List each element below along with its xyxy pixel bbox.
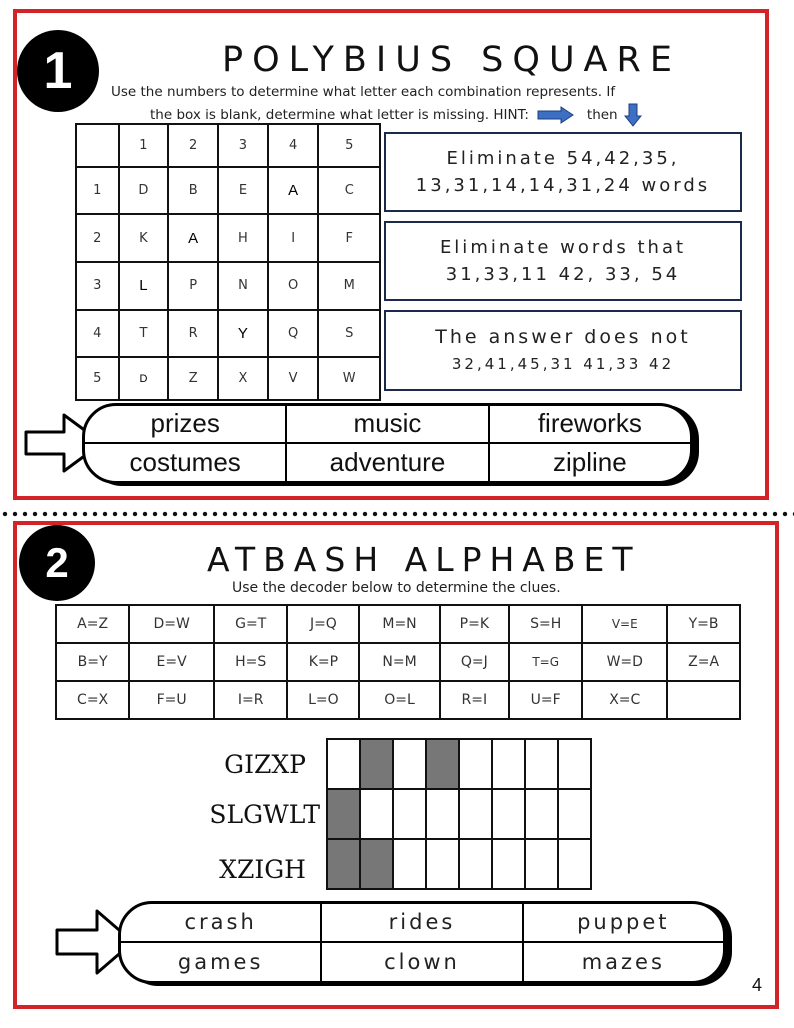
- polybius-grid: [75, 123, 381, 401]
- grid-cell: [76, 124, 119, 167]
- shaded-box: [327, 839, 360, 889]
- word-bank-item: games: [177, 949, 264, 974]
- decoder-cell: K=P: [287, 643, 359, 681]
- grid-cell: P: [168, 262, 218, 310]
- decoder-cell: O=L: [359, 681, 439, 719]
- page-title: POLYBIUS SQUARE: [222, 40, 681, 80]
- grid-cell: 4: [268, 124, 319, 167]
- decoder-cell: M=N: [359, 605, 439, 643]
- word-bank-row: [85, 444, 690, 482]
- grid-cell: Z: [168, 357, 218, 400]
- answer-box[interactable]: [525, 839, 558, 889]
- word-bank: [82, 403, 693, 484]
- decoder-cell: B=Y: [56, 643, 129, 681]
- grid-row: [76, 310, 380, 358]
- encoded-word: XZIGH: [219, 855, 306, 884]
- grid-cell: 4: [76, 310, 119, 358]
- grid-cell: 1: [76, 167, 119, 215]
- answer-box[interactable]: [459, 839, 492, 889]
- answer-box[interactable]: [393, 739, 426, 789]
- grid-cell: 1: [119, 124, 169, 167]
- word-bank-item: music: [285, 406, 487, 444]
- word-bank-item: mazes: [522, 943, 723, 982]
- decoder-cell: S=H: [509, 605, 582, 643]
- decoder-cell: C=X: [56, 681, 129, 719]
- decoder-cell: P=K: [440, 605, 509, 643]
- grid-cell: N: [218, 262, 268, 310]
- section-title: ATBASH ALPHABET: [207, 540, 641, 579]
- answer-row: [327, 839, 591, 889]
- section-number: 2: [45, 539, 69, 586]
- grid-cell: X: [218, 357, 268, 400]
- grid-cell: 3: [218, 124, 268, 167]
- decoder-cell: T=G: [509, 643, 582, 681]
- word-bank-row: [85, 406, 690, 444]
- decoder-cell: H=S: [214, 643, 287, 681]
- shaded-box: [360, 839, 393, 889]
- answer-box[interactable]: [459, 739, 492, 789]
- shaded-box: [360, 739, 393, 789]
- decoder-row: [56, 643, 740, 681]
- word-bank-item: costumes: [129, 446, 241, 477]
- word-bank-item: puppet: [522, 904, 723, 943]
- word-bank-item: adventure: [285, 444, 487, 482]
- answer-box[interactable]: [492, 839, 525, 889]
- grid-cell: E: [218, 167, 268, 215]
- answer-box[interactable]: [492, 789, 525, 839]
- decoder-cell: A=Z: [56, 605, 129, 643]
- decoder-cell: F=U: [129, 681, 214, 719]
- decoder-cell: G=T: [214, 605, 287, 643]
- word-bank-item: fireworks: [488, 406, 690, 444]
- decoder-cell: J=Q: [287, 605, 359, 643]
- answer-box[interactable]: [492, 739, 525, 789]
- answer-box[interactable]: [558, 789, 591, 839]
- answer-box[interactable]: [459, 789, 492, 839]
- grid-cell: 3: [76, 262, 119, 310]
- decoder-instructions: Use the decoder below to determine the clues.: [232, 580, 561, 596]
- decoder-cell: Y=B: [667, 605, 740, 643]
- grid-row: [76, 357, 380, 400]
- grid-cell: 2: [76, 214, 119, 262]
- clue-box: [384, 132, 742, 212]
- decoder-cell: D=W: [129, 605, 214, 643]
- grid-cell: B: [168, 167, 218, 215]
- answer-row: [327, 739, 591, 789]
- decoder-row: [56, 605, 740, 643]
- section-number-badge: [19, 525, 95, 601]
- answer-box[interactable]: [393, 839, 426, 889]
- clue-box: [384, 310, 742, 391]
- page-number: 4: [752, 975, 763, 995]
- grid-cell: O: [268, 262, 319, 310]
- decoder-cell: Z=A: [667, 643, 740, 681]
- decoder-cell: W=D: [582, 643, 667, 681]
- answer-grid: [326, 738, 592, 890]
- grid-cell: W: [318, 357, 380, 400]
- answer-box[interactable]: [360, 789, 393, 839]
- grid-cell: M: [318, 262, 380, 310]
- word-bank-item: clown: [320, 943, 521, 982]
- decoder-cell: X=C: [582, 681, 667, 719]
- atbash-decoder: [55, 604, 741, 720]
- hint-text: the box is blank, determine what letter is missing. HINT:: [150, 106, 529, 123]
- clue-line: 31,33,11 42, 33, 54: [445, 264, 681, 285]
- clue-line: Eliminate words that: [439, 237, 687, 258]
- word-bank-row: [121, 943, 723, 982]
- word-bank-item: crash: [121, 904, 320, 943]
- decoder-cell: [667, 681, 740, 719]
- answer-box[interactable]: [525, 789, 558, 839]
- word-bank-item: prizes: [85, 406, 285, 444]
- decoder-row: [56, 681, 740, 719]
- decoder-cell: N=M: [359, 643, 439, 681]
- grid-cell: 5: [76, 357, 119, 400]
- grid-cell-filled: A: [168, 214, 218, 262]
- grid-row: [76, 214, 380, 262]
- grid-cell-filled: D: [119, 357, 169, 400]
- instructions-line-1: Use the numbers to determine what letter each combination represents. If: [111, 84, 616, 100]
- clue-line: 32,41,45,31 41,33 42: [451, 354, 675, 373]
- clue-line: Eliminate 54,42,35,: [446, 148, 680, 169]
- grid-cell: 2: [168, 124, 218, 167]
- decoder-cell: U=F: [509, 681, 582, 719]
- grid-cell: D: [119, 167, 169, 215]
- answer-box[interactable]: [426, 839, 459, 889]
- decoder-cell: L=O: [287, 681, 359, 719]
- decoder-cell: Q=J: [440, 643, 509, 681]
- answer-row: [327, 789, 591, 839]
- word-bank-item: rides: [320, 904, 521, 943]
- clue-line: 13,31,14,14,31,24 words: [415, 175, 711, 196]
- clue-box: [384, 221, 742, 301]
- word-bank: [118, 901, 726, 984]
- answer-box[interactable]: [558, 739, 591, 789]
- decoder-cell: R=I: [440, 681, 509, 719]
- shaded-box: [426, 739, 459, 789]
- grid-cell: C: [318, 167, 380, 215]
- grid-row: [76, 262, 380, 310]
- section-divider: [0, 511, 794, 517]
- grid-row: [76, 167, 380, 215]
- shaded-box: [327, 789, 360, 839]
- grid-cell: F: [318, 214, 380, 262]
- grid-cell: 5: [318, 124, 380, 167]
- section-number: 1: [43, 42, 73, 100]
- encoded-word: GIZXP: [224, 750, 306, 779]
- grid-cell: V: [268, 357, 319, 400]
- grid-cell: R: [168, 310, 218, 358]
- decoder-cell: V=E: [582, 605, 667, 643]
- arrow-right-icon: [537, 106, 575, 124]
- answer-box[interactable]: [426, 789, 459, 839]
- clue-line: The answer does not: [435, 325, 691, 348]
- grid-cell: Q: [268, 310, 319, 358]
- grid-cell: K: [119, 214, 169, 262]
- word-bank-item: zipline: [488, 444, 690, 482]
- grid-cell: I: [268, 214, 319, 262]
- decoder-cell: E=V: [129, 643, 214, 681]
- hint-then: then: [586, 106, 618, 123]
- word-bank-row: [121, 904, 723, 943]
- decoder-cell: I=R: [214, 681, 287, 719]
- grid-cell: T: [119, 310, 169, 358]
- section-number-badge: [17, 30, 99, 112]
- answer-box[interactable]: [558, 839, 591, 889]
- grid-cell: S: [318, 310, 380, 358]
- answer-box[interactable]: [393, 789, 426, 839]
- grid-cell-filled: A: [268, 167, 319, 215]
- grid-header-row: [76, 124, 380, 167]
- arrow-down-icon: [624, 103, 642, 127]
- answer-box[interactable]: [525, 739, 558, 789]
- grid-cell: H: [218, 214, 268, 262]
- encoded-word: SLGWLT: [209, 800, 320, 829]
- grid-cell-filled: Y: [218, 310, 268, 358]
- grid-cell-filled: L: [119, 262, 169, 310]
- answer-box[interactable]: [327, 739, 360, 789]
